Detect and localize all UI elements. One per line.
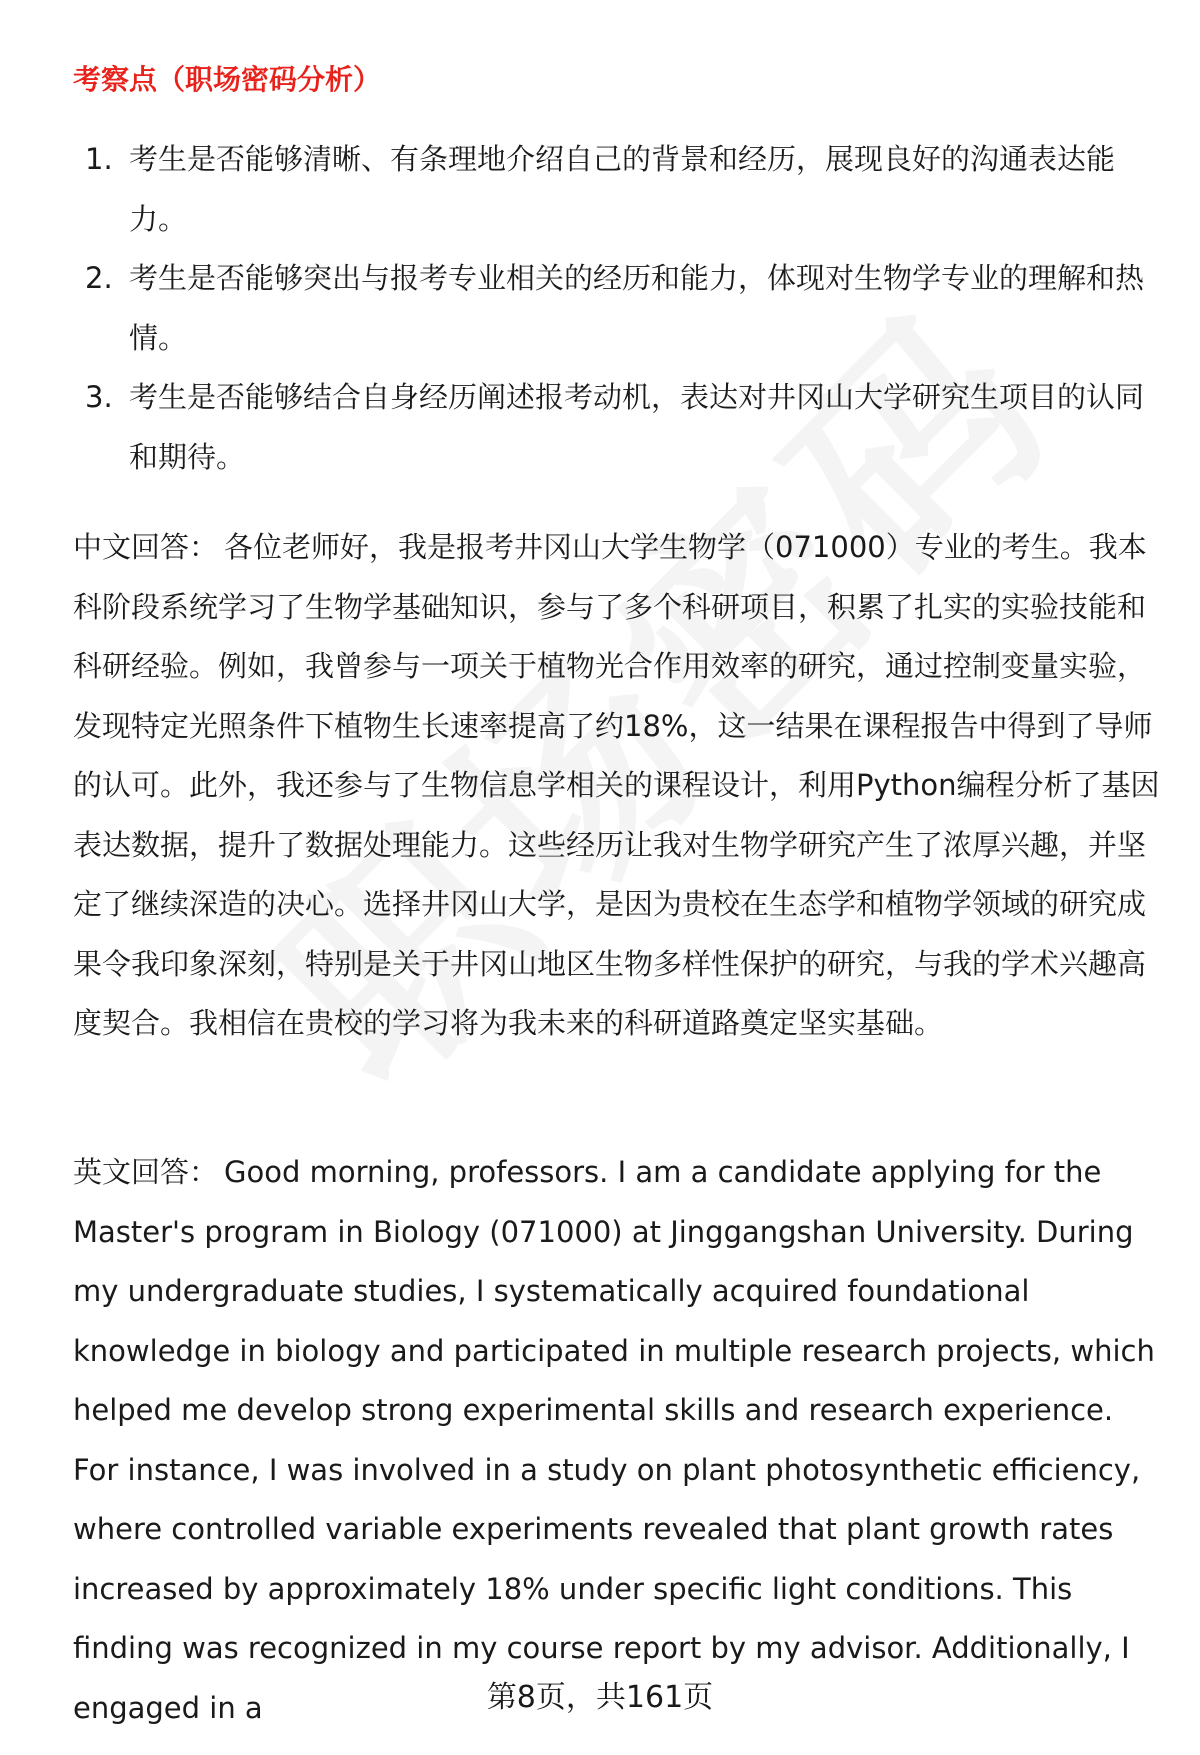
english-answer-text: Good morning, professors. I am a candidate applying for the Master's program in Biology (071000) at Jinggangshan University. During my undergraduate studies, I systematically acquired foundational knowledge in biology and participated in multiple research projects, which helped me develop strong experimental skills and research experience. For instance, I was involved in a study on plant photosynthetic efficiency, where controlled variable experiments revealed that plant growth rates increased by approximately 18% under specific light conditions. This finding was recognized in my course report by my advisor. Additionally, I engaged in a bbox=[73, 1155, 1155, 1725]
point-text: 考生是否能够清晰、有条理地介绍自己的背景和经历，展现良好的沟通表达能力。 bbox=[129, 142, 1116, 236]
point-text: 考生是否能够结合自身经历阐述报考动机，表达对井冈山大学研究生项目的认同和期待。 bbox=[129, 380, 1145, 474]
point-number: 3. bbox=[85, 380, 113, 414]
english-answer-paragraph bbox=[73, 1143, 1163, 1738]
english-answer-label: 英文回答： bbox=[73, 1155, 219, 1189]
assessment-point bbox=[73, 130, 1153, 249]
assessment-point bbox=[73, 249, 1153, 368]
point-number: 1. bbox=[85, 142, 113, 176]
chinese-answer-text: 各位老师好，我是报考井冈山大学生物学（071000）专业的考生。我本科阶段系统学习了生物学基础知识，参与了多个科研项目，积累了扎实的实验技能和科研经验。例如，我曾参与一项关于植物光合作用效率的研究，通过控制变量实验，发现特定光照条件下植物生长速率提高了约18%，这一结果在课程报告中得到了导师的认可。此外，我还参与了生物信息学相关的课程设计，利用Python编程分析了基因表达数据，提升了数据处理能力。这些经历让我对生物学研究产生了浓厚兴趣，并坚定了继续深造的决心。选择井冈山大学，是因为贵校在生态学和植物学领域的研究成果令我印象深刻，特别是关于井冈山地区生物多样性保护的研究，与我的学术兴趣高度契合。我相信在贵校的学习将为我未来的科研道路奠定坚实基础。 bbox=[73, 530, 1160, 1040]
chinese-answer-paragraph bbox=[73, 518, 1163, 1054]
point-number: 2. bbox=[85, 261, 113, 295]
section-heading: 考察点（职场密码分析） bbox=[73, 63, 382, 96]
page-number-footer: 第8页，共161页 bbox=[486, 1680, 714, 1715]
assessment-point bbox=[73, 368, 1153, 487]
chinese-answer-label: 中文回答： bbox=[73, 530, 219, 564]
assessment-points-list bbox=[73, 130, 1153, 487]
point-text: 考生是否能够突出与报考专业相关的经历和能力，体现对生物学专业的理解和热情。 bbox=[129, 261, 1145, 355]
